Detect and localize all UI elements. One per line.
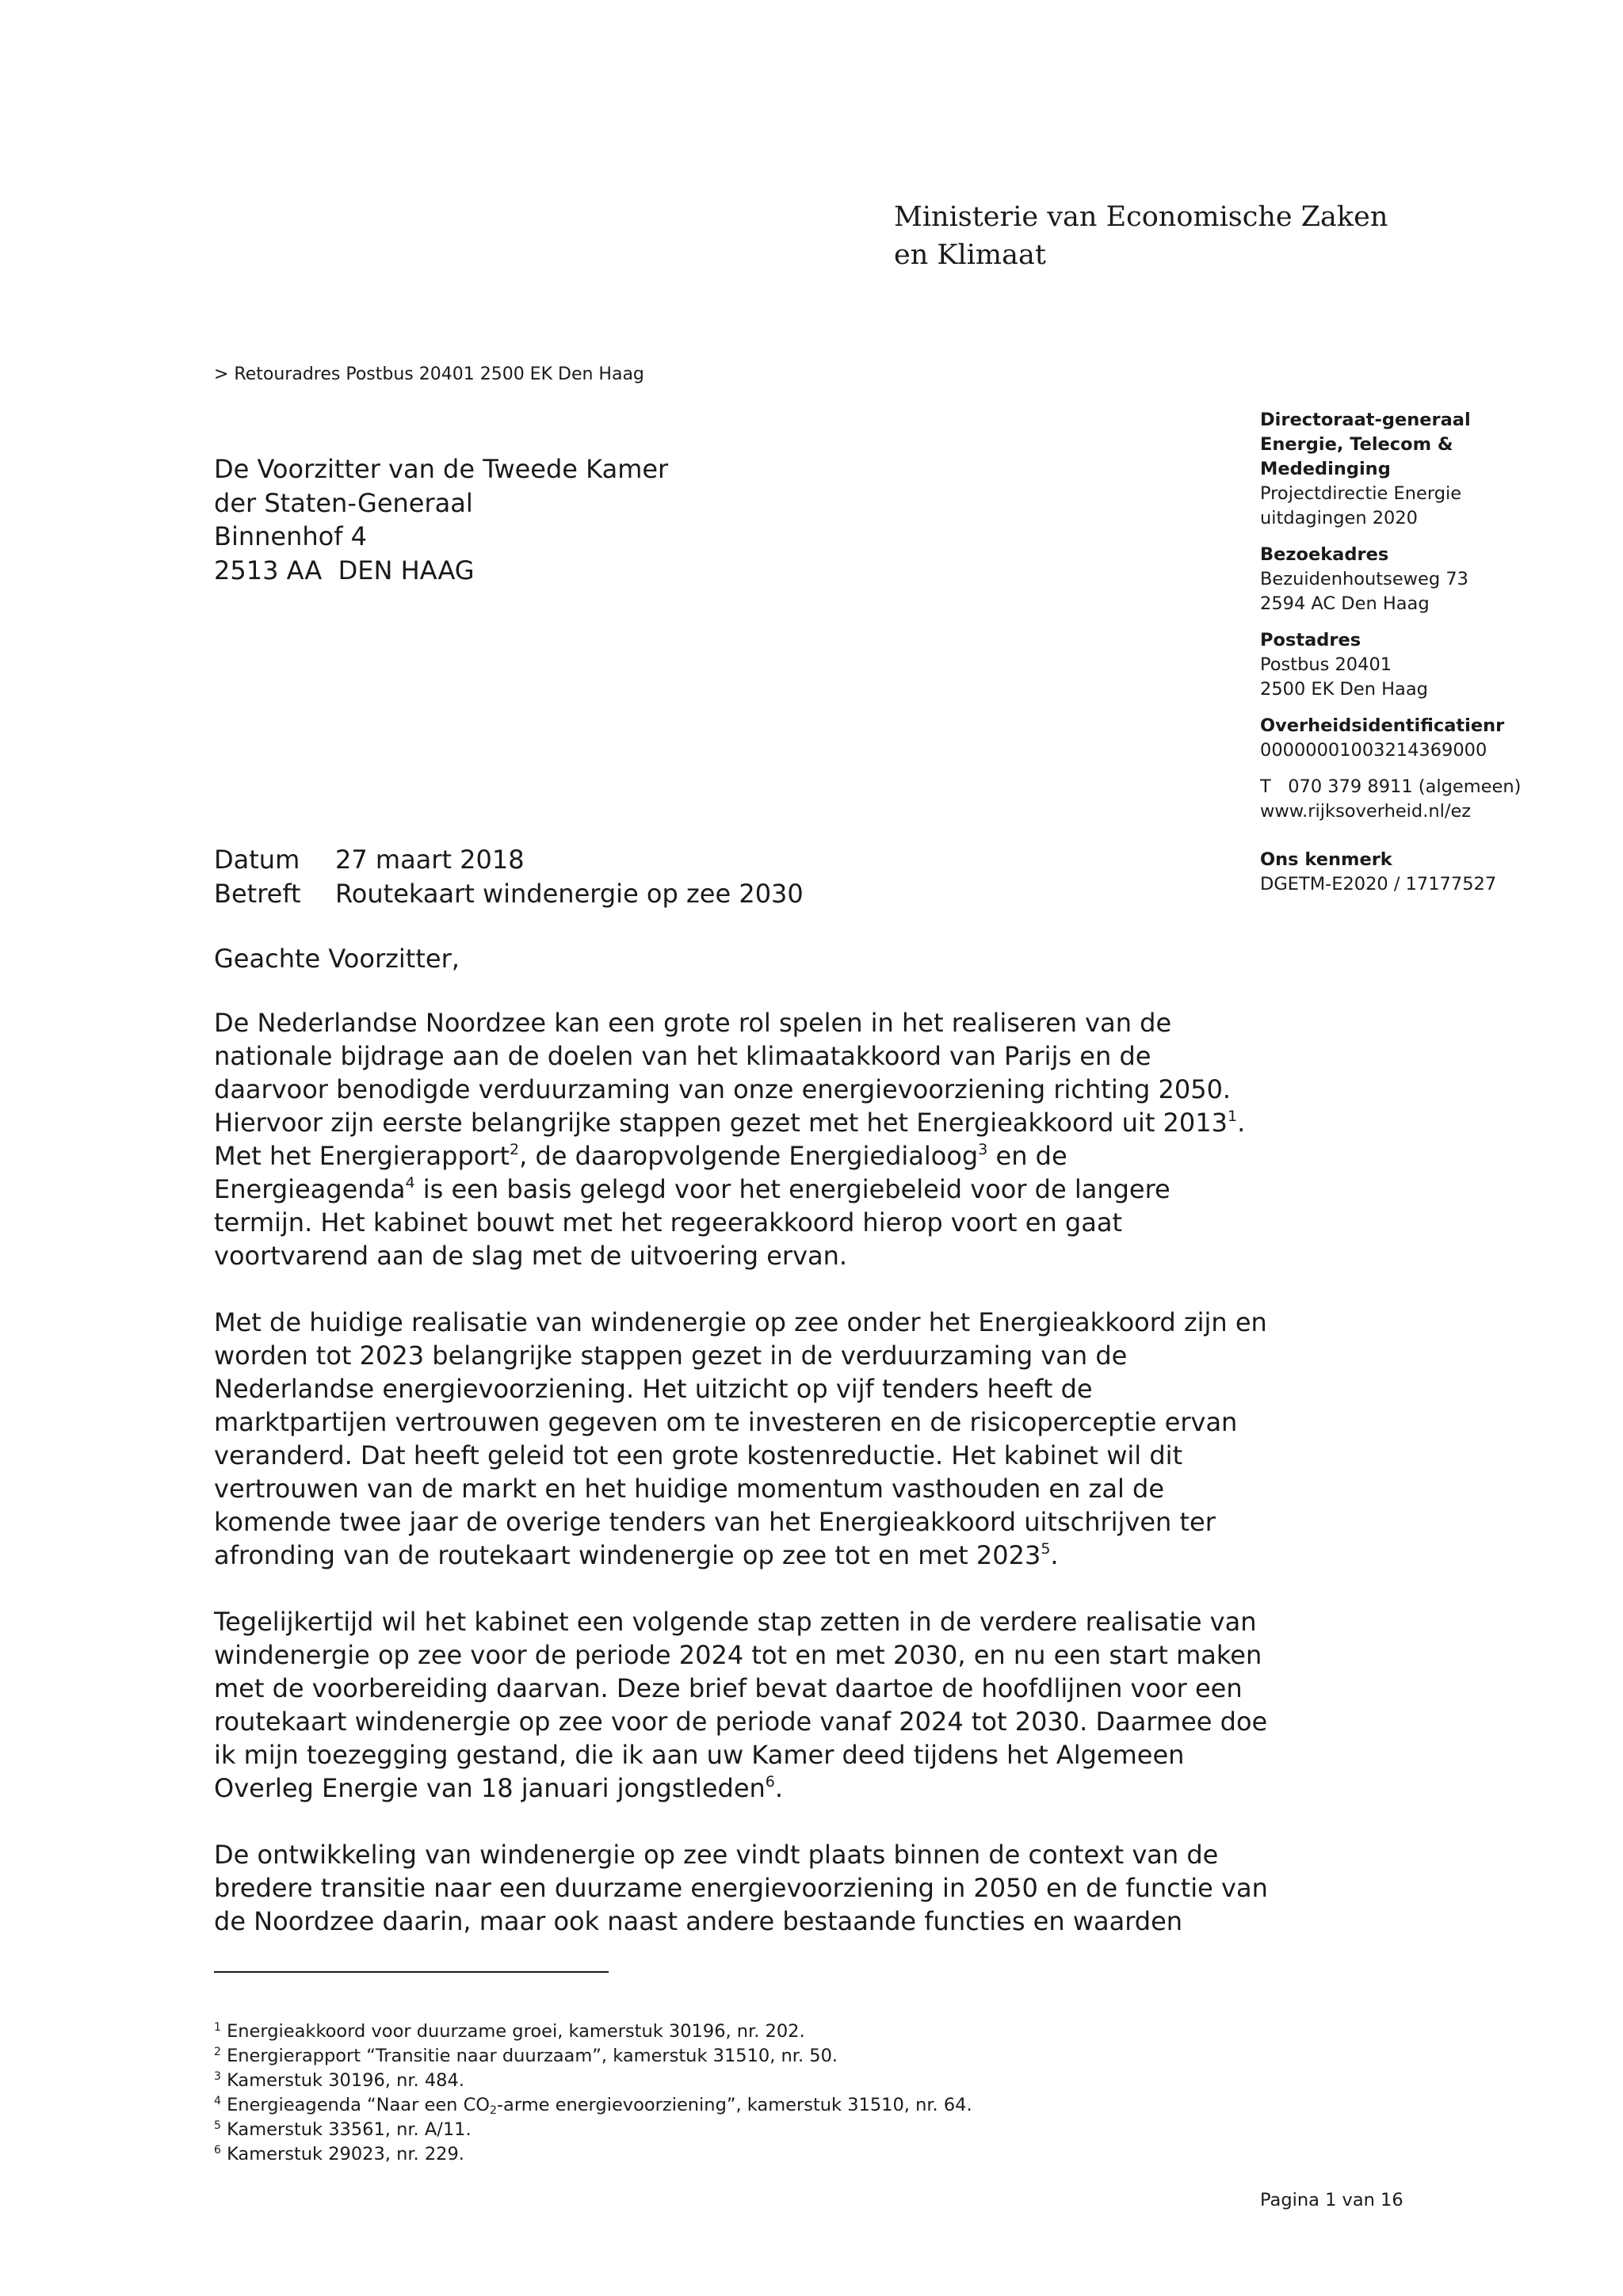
body-line: ik mijn toezegging gestand, die ik aan uw Kamer deed tijdens het Algemeen: [214, 1740, 1185, 1770]
footnote-ref[interactable]: 5: [1041, 1540, 1051, 1558]
footnote-number: 5: [214, 2119, 221, 2132]
letter-body: [214, 1006, 1268, 1971]
body-line: Nederlandse energievoorziening. Het uitzicht op vijf tenders heeft de: [214, 1374, 1093, 1404]
footnote-ref[interactable]: 4: [405, 1174, 415, 1192]
subject-row: [214, 877, 804, 911]
visit-address-heading: Bezoekadres: [1260, 544, 1389, 565]
website-link[interactable]: www.rijksoverheid.nl/ez: [1260, 801, 1472, 822]
body-line: [214, 1772, 1260, 1805]
footnote-number: 1: [214, 2021, 221, 2034]
salutation: Geachte Voorzitter,: [214, 944, 460, 974]
postal-address-line: Postbus 20401: [1260, 654, 1392, 675]
footnote-text: -arme energievoorziening”, kamerstuk 31510, nr. 64.: [496, 2095, 972, 2115]
project-directorate: Projectdirectie Energie: [1260, 483, 1462, 504]
paragraph: [214, 1605, 1268, 1805]
footnotes: [214, 2019, 972, 2167]
body-line: [214, 1539, 1260, 1572]
postal-address-section: [1260, 628, 1609, 702]
addressee-line: Binnenhof 4: [214, 521, 368, 551]
body-line: Met de huidige realisatie van windenergie op zee onder het Energieakkoord zijn en: [214, 1307, 1267, 1337]
body-text: .: [1050, 1540, 1059, 1570]
footnote-divider: [214, 1971, 609, 1973]
reference-section: [1260, 848, 1609, 897]
footnote: [214, 2069, 972, 2093]
body-line: met de voorbereiding daarvan. Deze brief bevat daartoe de hoofdlijnen voor een: [214, 1673, 1243, 1703]
footnote: [214, 2093, 972, 2118]
directorate-section: [1260, 408, 1609, 531]
directorate-name: Energie, Telecom &: [1260, 434, 1453, 455]
footnote-text: Energieakkoord voor duurzame groei, kamerstuk 30196, nr. 202.: [220, 2021, 805, 2042]
government-id-value: 00000001003214369000: [1260, 740, 1487, 761]
reference-heading: Ons kenmerk: [1260, 849, 1392, 870]
postal-address-line: 2500 EK Den Haag: [1260, 679, 1428, 700]
body-line: Tegelijkertijd wil het kabinet een volgende stap zetten in de verdere realisatie van: [214, 1607, 1257, 1637]
paragraph: [214, 1006, 1260, 1272]
body-line: routekaart windenergie op zee voor de periode vanaf 2024 tot 2030. Daarmee doe: [214, 1707, 1268, 1737]
body-line: [214, 1139, 1260, 1173]
body-line: termijn. Het kabinet bouwt met het regeerakkoord hierop voort en gaat: [214, 1207, 1122, 1238]
body-line: daarvoor benodigde verduurzaming van onze energievoorziening richting 2050.: [214, 1074, 1232, 1104]
paragraph: [214, 1306, 1267, 1572]
body-text: is een basis gelegd voor het energiebeleid voor de langere: [414, 1174, 1170, 1204]
body-text: Energieagenda: [214, 1174, 406, 1204]
directorate-name: Directoraat-generaal: [1260, 410, 1471, 430]
page-number: Pagina 1 van 16: [1260, 2190, 1403, 2210]
ministry-name-line: en Klimaat: [894, 239, 1046, 271]
body-text: .: [774, 1773, 784, 1803]
date-row: [214, 843, 804, 877]
letter-meta: [214, 843, 804, 910]
body-line: de Noordzee daarin, maar ook naast andere bestaande functies en waarden: [214, 1906, 1183, 1936]
body-text: , de daaropvolgende Energiedialoog: [519, 1141, 979, 1171]
body-text: afronding van de routekaart windenergie op zee tot en met 2023: [214, 1540, 1041, 1570]
visit-address-line: Bezuidenhoutseweg 73: [1260, 569, 1468, 589]
subject-value: Routekaart windenergie op zee 2030: [335, 878, 804, 909]
body-line: windenergie op zee voor de periode 2024 tot en met 2030, en nu een start maken: [214, 1640, 1262, 1670]
body-line: vertrouwen van de markt en het huidige momentum vasthouden en zal de: [214, 1474, 1164, 1504]
body-line: bredere transitie naar een duurzame energievoorziening in 2050 en de functie van: [214, 1873, 1268, 1903]
footnote-text: Energieagenda “Naar een CO: [220, 2095, 491, 2115]
footnote-number: 2: [214, 2046, 221, 2058]
body-line: voortvarend aan de slag met de uitvoering ervan.: [214, 1241, 848, 1271]
sender-sidebar: [1260, 408, 1609, 909]
footnote-text: Kamerstuk 29023, nr. 229.: [220, 2144, 464, 2164]
addressee-block: [214, 452, 668, 587]
footnote: [214, 2142, 972, 2167]
addressee-line: 2513 AA DEN HAAG: [214, 555, 475, 585]
footnote-text: Kamerstuk 30196, nr. 484.: [220, 2070, 464, 2091]
footnote-number: 4: [214, 2095, 221, 2107]
postal-address-heading: Postadres: [1260, 630, 1361, 650]
footnote-ref[interactable]: 2: [510, 1141, 520, 1158]
return-address: > Retouradres Postbus 20401 2500 EK Den Haag: [214, 364, 644, 384]
footnote-ref[interactable]: 3: [978, 1141, 988, 1158]
visit-address-line: 2594 AC Den Haag: [1260, 593, 1430, 614]
body-line: [214, 1173, 1260, 1206]
date-label: Datum: [214, 845, 300, 875]
body-line: komende twee jaar de overige tenders van het Energieakkoord uitschrijven ter: [214, 1507, 1216, 1537]
body-line: [214, 1106, 1260, 1139]
body-text: Met het Energierapport: [214, 1141, 510, 1171]
directorate-name: Mededinging: [1260, 459, 1391, 479]
body-line: De Nederlandse Noordzee kan een grote rol spelen in het realiseren van de: [214, 1008, 1172, 1038]
date-value: 27 maart 2018: [335, 845, 525, 875]
addressee-line: De Voorzitter van de Tweede Kamer: [214, 454, 669, 484]
body-text: en de: [987, 1141, 1067, 1171]
footnote-number: 3: [214, 2070, 221, 2083]
footnote-ref[interactable]: 6: [765, 1773, 775, 1791]
footnote: [214, 2118, 972, 2142]
footnote-subscript: 2: [490, 2104, 497, 2117]
reference-value: DGETM-E2020 / 17177527: [1260, 874, 1497, 894]
government-id-section: [1260, 714, 1609, 763]
phone-number: T 070 379 8911 (algemeen): [1260, 776, 1522, 797]
footnote: [214, 2044, 972, 2069]
body-text: Hiervoor zijn eerste belangrijke stappen gezet met het Energieakkoord uit 2013: [214, 1108, 1228, 1138]
ministry-name-line: Ministerie van Economische Zaken: [894, 201, 1388, 233]
body-text: .: [1237, 1108, 1246, 1138]
body-line: veranderd. Dat heeft geleid tot een grote kostenreductie. Het kabinet wil dit: [214, 1440, 1183, 1470]
contact-section: [1260, 775, 1609, 824]
paragraph: [214, 1838, 1268, 1938]
footnote: [214, 2019, 972, 2044]
footnote-text: Kamerstuk 33561, nr. A/11.: [220, 2119, 472, 2140]
body-line: worden tot 2023 belangrijke stappen gezet in de verduurzaming van de: [214, 1341, 1128, 1371]
body-text: Overleg Energie van 18 januari jongstleden: [214, 1773, 766, 1803]
footnote-text: Energierapport “Transitie naar duurzaam”, kamerstuk 31510, nr. 50.: [220, 2046, 838, 2066]
government-id-heading: Overheidsidentificatienr: [1260, 715, 1505, 736]
body-line: nationale bijdrage aan de doelen van het klimaatakkoord van Parijs en de: [214, 1041, 1151, 1071]
subject-label: Betreft: [214, 878, 301, 909]
body-line: marktpartijen vertrouwen gegeven om te investeren en de risicoperceptie ervan: [214, 1407, 1238, 1437]
visit-address-section: [1260, 543, 1609, 616]
footnote-ref[interactable]: 1: [1227, 1108, 1238, 1125]
footnote-number: 6: [214, 2144, 221, 2157]
ministry-name: [894, 198, 1388, 274]
addressee-line: der Staten-Generaal: [214, 487, 473, 518]
body-line: De ontwikkeling van windenergie op zee vindt plaats binnen de context van de: [214, 1840, 1219, 1870]
project-directorate: uitdagingen 2020: [1260, 508, 1418, 528]
